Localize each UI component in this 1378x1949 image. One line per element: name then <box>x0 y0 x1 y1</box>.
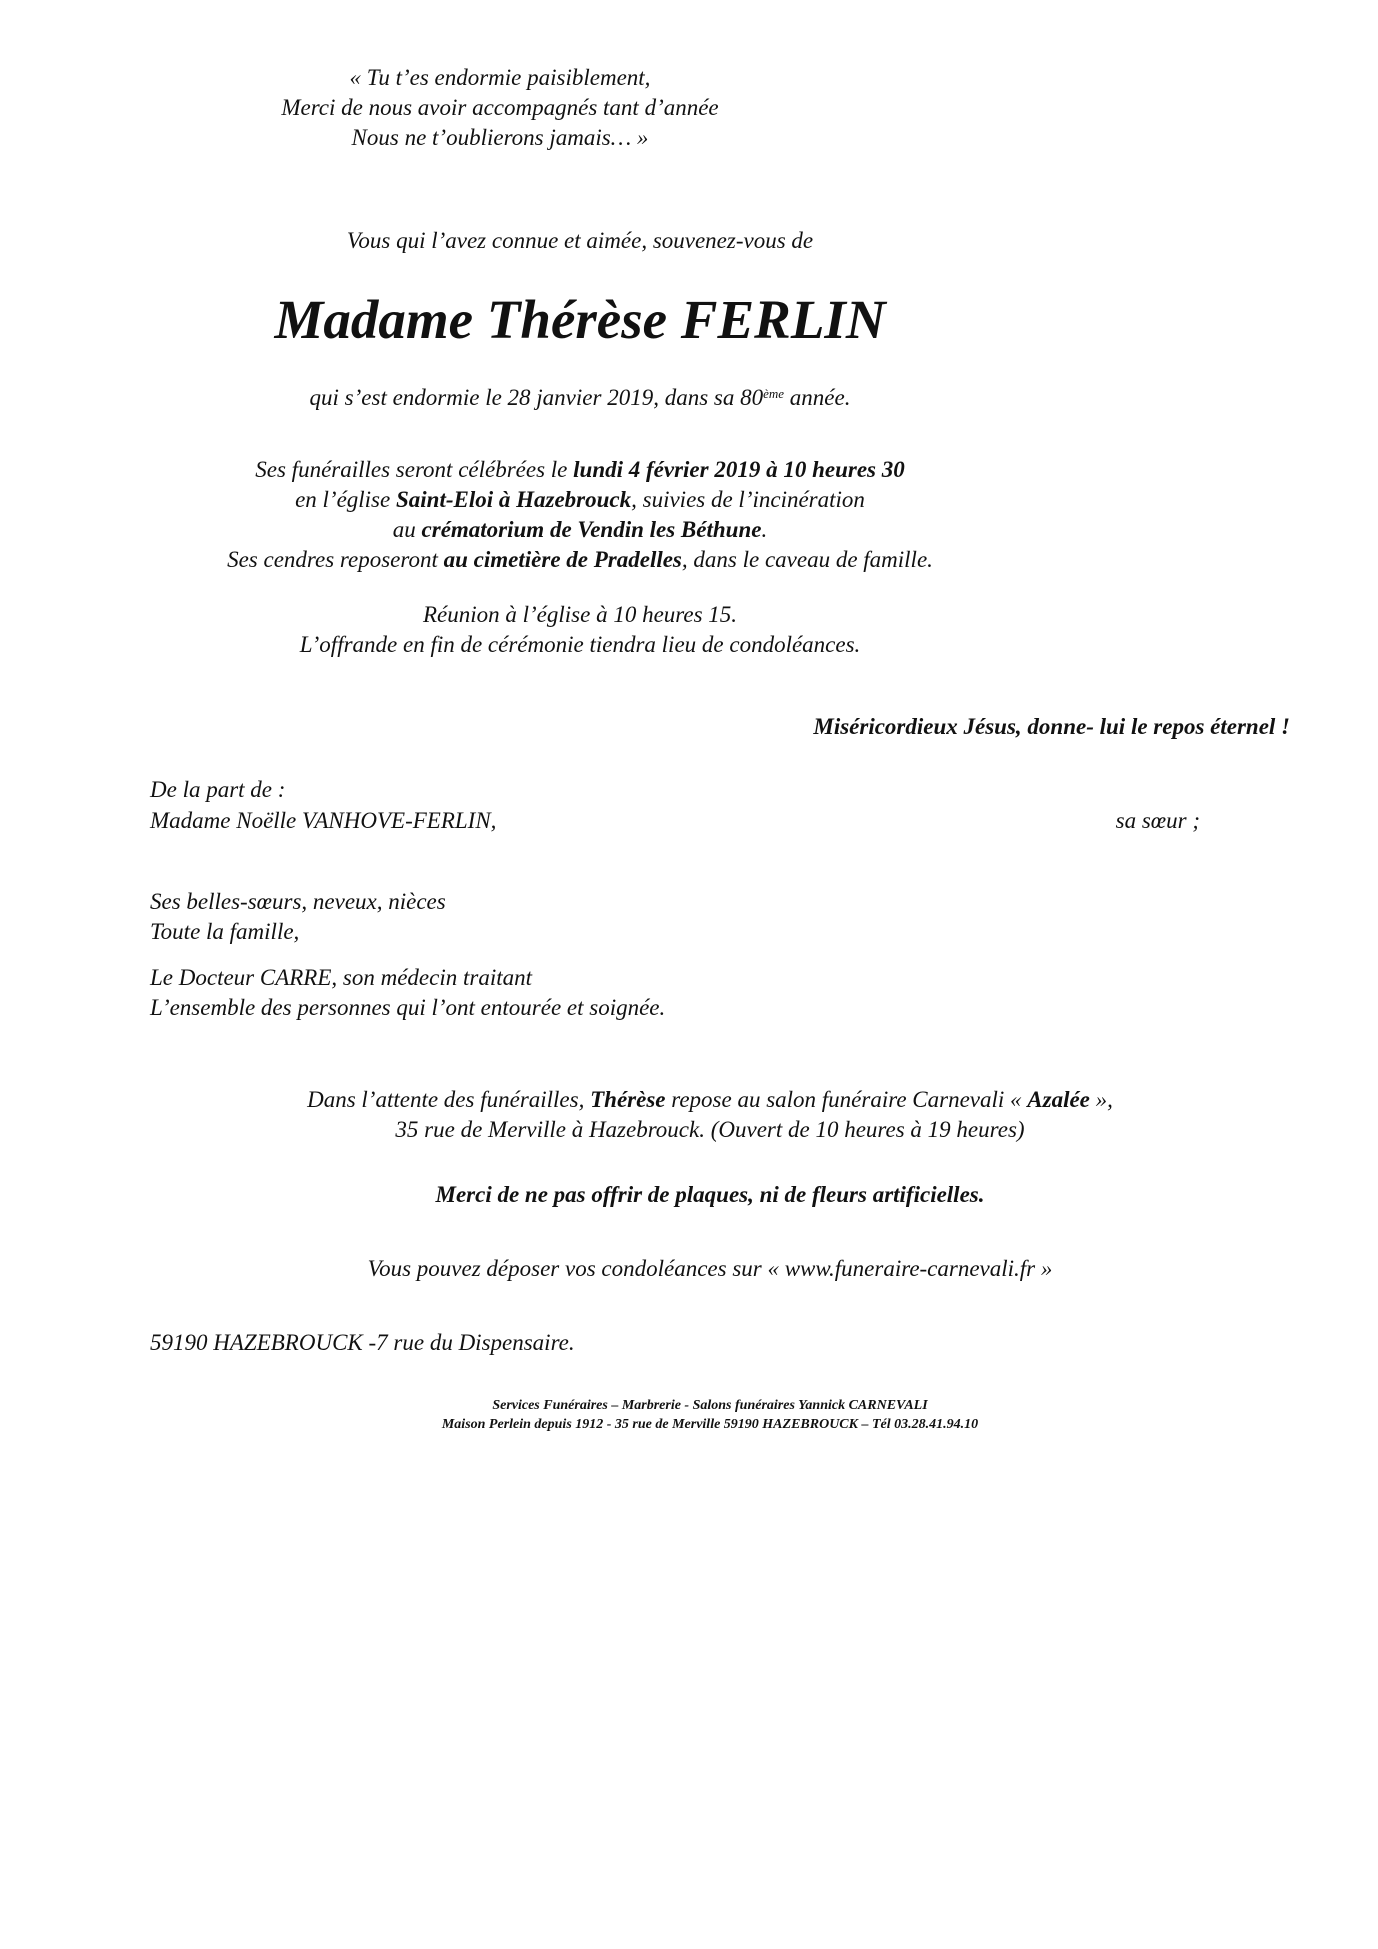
funeral-church-line <box>0 485 1160 515</box>
first-name: Thérèse <box>590 1087 666 1112</box>
intro-line: Vous qui l’avez connue et aimée, souvenez-vous de <box>346 228 814 253</box>
salon-suffix: », <box>1089 1087 1113 1112</box>
poem-line: Merci de nous avoir accompagnés tant d’année <box>281 95 719 120</box>
funeral-details <box>0 455 1160 575</box>
church-suffix: , suivies de l’incinération <box>631 487 865 512</box>
family-line: Toute la famille, <box>150 919 300 944</box>
poem-line: « Tu t’es endormie paisiblement, <box>349 65 651 90</box>
reunion-line: Réunion à l’église à 10 heures 15. <box>422 602 738 627</box>
family-list <box>150 887 446 947</box>
prayer: Miséricordieux Jésus, donne- lui le repos éternel ! <box>813 714 1290 739</box>
offering-line: L’offrande en fin de cérémonie tiendra lieu de condoléances. <box>299 632 861 657</box>
crematorium-name: crématorium de Vendin les Béthune <box>421 517 762 542</box>
sister-name: Madame Noëlle VANHOVE-FERLIN, <box>150 808 497 833</box>
crematorium-line <box>0 515 1160 545</box>
footer <box>0 1396 1378 1434</box>
ashes-prefix: Ses cendres reposeront <box>227 547 444 572</box>
salon-address-line: 35 rue de Merville à Hazebrouck. (Ouvert de 10 heures à 19 heures) <box>395 1117 1025 1142</box>
doctor-list <box>150 963 665 1023</box>
crematorium-prefix: au <box>392 517 422 542</box>
deceased-name: Madame Thérèse FERLIN <box>274 289 886 350</box>
church-prefix: en l’église <box>295 487 396 512</box>
salon-prefix: Dans l’attente des funérailles, <box>307 1087 591 1112</box>
funeral-date-prefix: Ses funérailles seront célébrées le <box>255 457 574 482</box>
funeral-date: lundi 4 février 2019 à 10 heures 30 <box>573 457 905 482</box>
family-address: 59190 HAZEBROUCK -7 rue du Dispensaire. <box>150 1330 575 1355</box>
salon-text: repose au salon funéraire Carnevali « <box>665 1087 1028 1112</box>
family-line: Ses belles-sœurs, neveux, nièces <box>150 889 446 914</box>
ordinal-suffix: ème <box>763 386 785 401</box>
doctor-line: Le Docteur CARRE, son médecin traitant <box>150 965 532 990</box>
poem <box>140 63 860 153</box>
footer-line: Maison Perlein depuis 1912 - 35 rue de Merville 59190 HAZEBROUCK – Tél 03.28.41.94.10 <box>441 1417 979 1432</box>
flowers-request: Merci de ne pas offrir de plaques, ni de fleurs artificielles. <box>435 1182 985 1207</box>
poem-line: Nous ne t’oublierons jamais… » <box>351 125 649 150</box>
cemetery-name: au cimetière de Pradelles <box>443 547 682 572</box>
salon-line <box>0 1085 1378 1115</box>
salon-room-name: Azalée <box>1027 1087 1090 1112</box>
from-label: De la part de : <box>150 777 286 802</box>
ashes-suffix: , dans le caveau de famille. <box>681 547 933 572</box>
condolences-line: Vous pouvez déposer vos condoléances sur « www.funeraire-carnevali.fr » <box>367 1256 1053 1281</box>
death-notice-text: qui s’est endormie le 28 janvier 2019, dans sa 80 <box>309 385 764 410</box>
salon-info <box>0 1085 1378 1145</box>
reunion-info <box>0 600 1160 660</box>
crematorium-suffix: . <box>761 517 768 542</box>
death-notice-end: année. <box>784 385 851 410</box>
sister-line <box>150 806 1200 836</box>
church-name: Saint-Eloi à Hazebrouck <box>395 487 632 512</box>
carers-line: L’ensemble des personnes qui l’ont entourée et soignée. <box>150 995 666 1020</box>
ashes-line <box>0 545 1160 575</box>
funeral-date-line <box>0 455 1160 485</box>
sister-relation: sa sœur ; <box>1115 808 1200 833</box>
footer-line: Services Funéraires – Marbrerie - Salons funéraires Yannick CARNEVALI <box>492 1398 928 1413</box>
death-notice <box>0 383 1160 413</box>
